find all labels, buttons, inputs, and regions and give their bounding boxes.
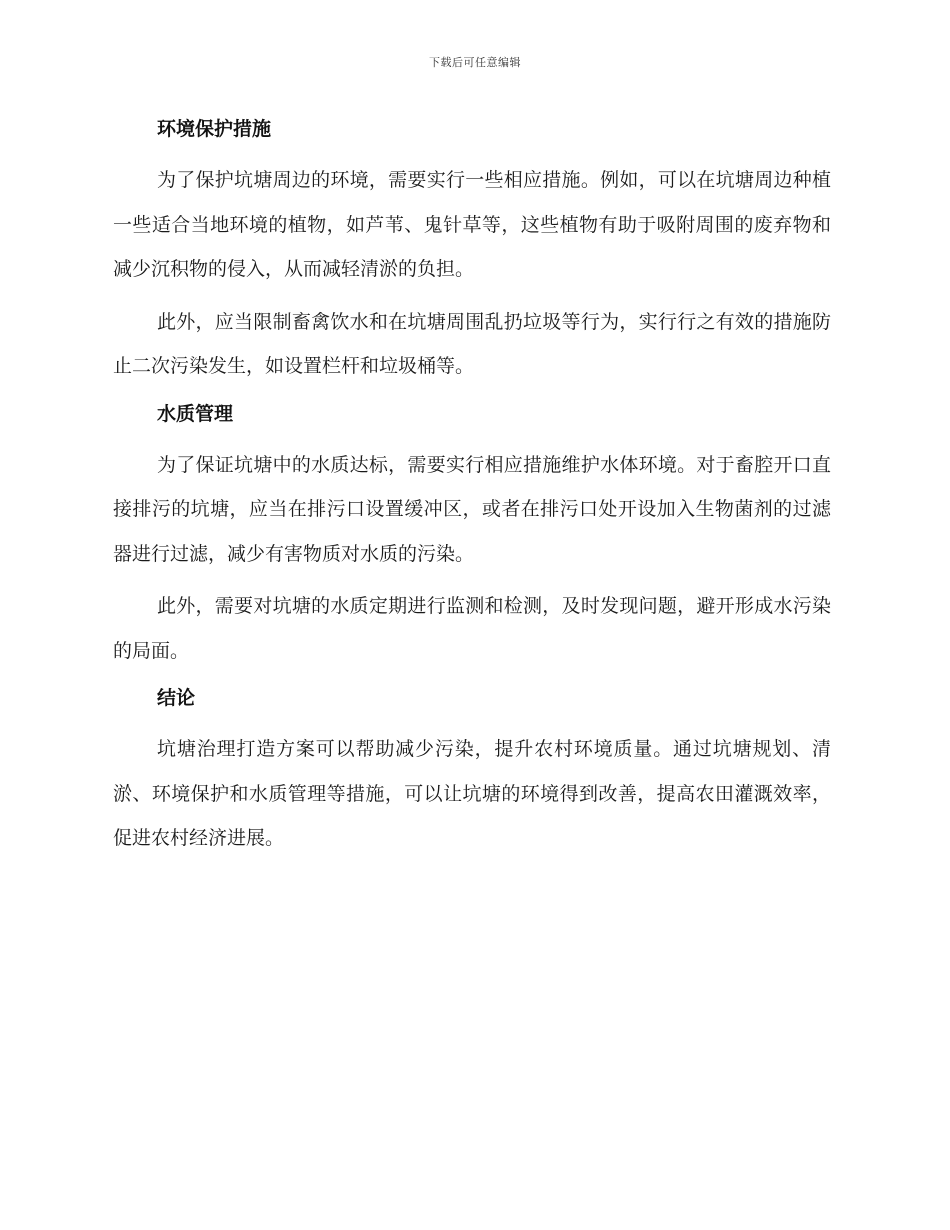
section-heading: 结论 [157, 687, 196, 709]
section-heading: 环境保护措施 [157, 118, 272, 140]
paragraph: 此外，需要对坑塘的水质定期进行监测和检测，及时发现问题，避开形成水污染的局面。 [113, 595, 831, 662]
paragraph: 为了保护坑塘周边的环境，需要实行一些相应措施。例如，可以在坑塘周边种植一些适合当地环境的植物，如芦苇、鬼针草等，这些植物有助于吸附周围的废弃物和减少沉积物的侵入，从而减轻清淤的负担。 [113, 169, 831, 280]
section-conclusion [113, 681, 831, 861]
document-body [113, 112, 831, 869]
paragraph: 坑塘治理打造方案可以帮助减少污染，提升农村环境质量。通过坑塘规划、清淤、环境保护和水质管理等措施，可以让坑塘的环境得到改善，提高农田灌溉效率，促进农村经济进展。 [113, 738, 831, 849]
page-header: 下载后可任意编辑 [429, 56, 521, 69]
paragraph: 为了保证坑塘中的水质达标，需要实行相应措施维护水体环境。对于畜腔开口直接排污的坑塘，应当在排污口设置缓冲区，或者在排污口处开设加入生物菌剂的过滤器进行过滤，减少有害物质对水质的污染。 [113, 453, 831, 565]
section-water-quality [113, 397, 831, 674]
section-heading: 水质管理 [157, 402, 234, 425]
section-environmental-protection [113, 112, 831, 389]
paragraph: 此外，应当限制畜禽饮水和在坑塘周围乱扔垃圾等行为，实行行之有效的措施防止二次污染发生，如设置栏杆和垃圾桶等。 [113, 310, 831, 377]
